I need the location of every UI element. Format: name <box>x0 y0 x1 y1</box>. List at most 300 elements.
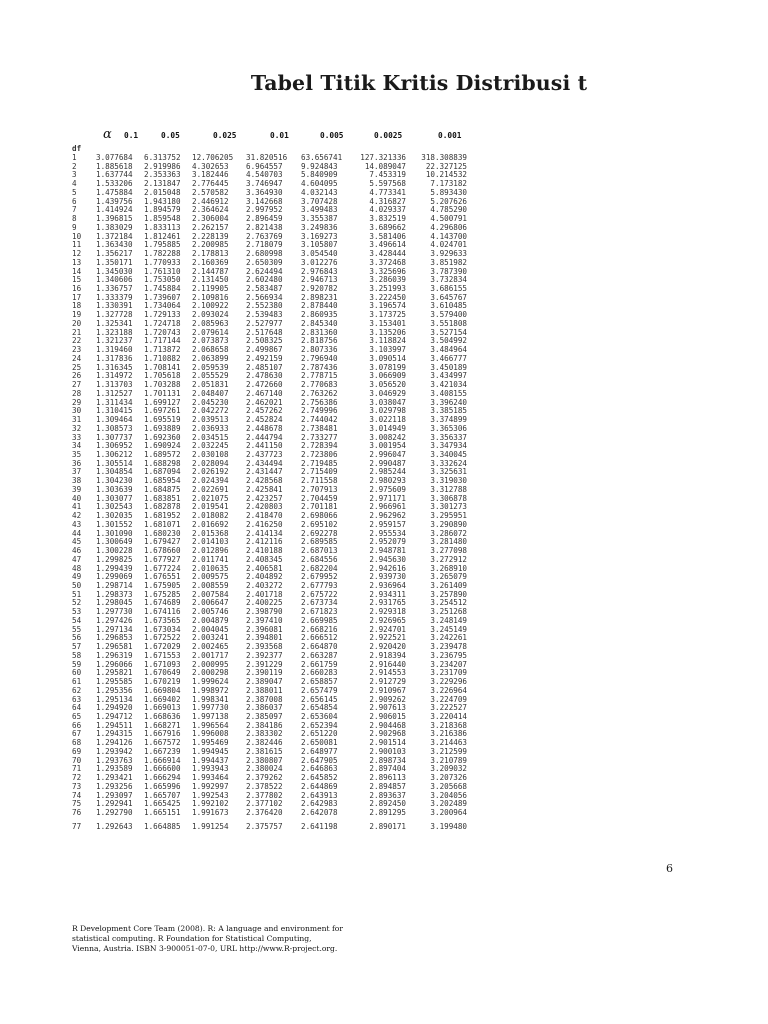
critical-value-cell: 2.385097 <box>246 712 283 721</box>
critical-value-cell: 2.919986 <box>144 161 181 171</box>
critical-value-cell: 1.689572 <box>144 449 181 459</box>
critical-value-cell: 1.325341 <box>96 318 133 328</box>
critical-value-cell: 2.412116 <box>246 537 283 547</box>
critical-value-cell: 1.296319 <box>96 650 133 660</box>
critical-value-cell: 2.478630 <box>246 371 283 381</box>
critical-value-cell: 1.298045 <box>96 598 133 608</box>
critical-value-cell: 1.745884 <box>144 284 181 294</box>
critical-value-cell: 1.475884 <box>96 187 133 197</box>
critical-value-cell: 2.931765 <box>369 598 406 608</box>
critical-value-cell: 3.224709 <box>430 694 467 704</box>
critical-value-cell: 2.379262 <box>246 773 283 783</box>
critical-value-cell: 2.425841 <box>246 484 283 494</box>
critical-value-cell: 1.673565 <box>144 615 181 625</box>
critical-value-cell: 1.345030 <box>96 266 133 276</box>
critical-value-cell: 1.323188 <box>96 327 133 337</box>
critical-value-cell: 3.295951 <box>430 511 467 521</box>
critical-value-cell: 2.397410 <box>246 615 283 625</box>
critical-value-cell: 2.756386 <box>301 397 338 407</box>
df-cell: 30 <box>72 406 82 416</box>
critical-value-cell: 6.964557 <box>246 161 283 171</box>
critical-value-cell: 1.677224 <box>144 563 181 573</box>
critical-value-cell: 1.301090 <box>96 528 133 538</box>
critical-value-cell: 2.711558 <box>301 476 338 486</box>
critical-value-cell: 2.900103 <box>369 746 406 756</box>
critical-value-cell: 2.063899 <box>192 353 229 363</box>
critical-value-cell: 3.254512 <box>430 598 467 608</box>
critical-value-cell: 1.316345 <box>96 362 133 372</box>
critical-value-cell: 2.653604 <box>301 712 338 721</box>
critical-value-cell: 1.296066 <box>96 659 133 669</box>
critical-value-cell: 2.975609 <box>369 484 406 494</box>
critical-value-cell: 2.003241 <box>192 633 229 643</box>
df-cell: 16 <box>72 284 82 294</box>
df-cell: 63 <box>72 694 82 704</box>
critical-value-cell: 1.720743 <box>144 327 181 337</box>
critical-value-cell: 7.453319 <box>369 170 406 180</box>
critical-value-cell: 1.667916 <box>144 729 181 739</box>
critical-value-cell: 4.785290 <box>430 205 467 215</box>
df-cell: 3 <box>72 170 77 180</box>
critical-value-cell: 1.996564 <box>192 720 229 730</box>
critical-value-cell: 1.674116 <box>144 607 181 617</box>
critical-value-cell: 1.292643 <box>96 821 133 831</box>
critical-value-cell: 1.995469 <box>192 738 229 748</box>
critical-value-cell: 3.207326 <box>430 773 467 783</box>
critical-value-cell: 2.821438 <box>246 222 283 232</box>
critical-value-cell: 1.310415 <box>96 406 133 416</box>
critical-value-cell: 22.327125 <box>425 161 467 171</box>
critical-value-cell: 2.644869 <box>301 781 338 791</box>
critical-value-cell: 1.297426 <box>96 615 133 625</box>
critical-value-cell: 2.178813 <box>192 249 229 259</box>
critical-value-cell: 3.218368 <box>430 720 467 730</box>
critical-value-cell: 5.840909 <box>301 170 338 180</box>
critical-value-cell: 1.681071 <box>144 519 181 529</box>
critical-value-cell: 2.778715 <box>301 371 338 381</box>
critical-value-cell: 2.404892 <box>246 572 283 582</box>
critical-value-cell: 127.321336 <box>360 153 406 162</box>
critical-value-cell: 2.079614 <box>192 327 229 337</box>
critical-value-cell: 1.299825 <box>96 554 133 564</box>
critical-value-cell: 1.294126 <box>96 738 133 748</box>
critical-value-cell: 1.703288 <box>144 380 181 390</box>
df-cell: 48 <box>72 563 82 573</box>
critical-value-cell: 1.296853 <box>96 633 133 643</box>
critical-value-cell: 1.729133 <box>144 310 181 320</box>
critical-value-cell: 4.029337 <box>369 205 406 215</box>
critical-value-cell: 2.042272 <box>192 406 229 416</box>
critical-value-cell: 2.400225 <box>246 598 283 608</box>
critical-value-cell: 1.307737 <box>96 432 133 442</box>
critical-value-cell: 1.299069 <box>96 572 133 582</box>
df-cell: 57 <box>72 642 82 652</box>
critical-value-cell: 2.733277 <box>301 432 338 442</box>
critical-value-cell: 2.388011 <box>246 685 283 695</box>
critical-value-cell: 3.421034 <box>430 380 467 390</box>
critical-value-cell: 3.245149 <box>430 624 467 634</box>
critical-value-cell: 2.472660 <box>246 380 283 390</box>
df-cell: 66 <box>72 720 82 730</box>
critical-value-cell: 2.552380 <box>246 301 283 311</box>
critical-value-cell: 1.701131 <box>144 388 181 398</box>
critical-value-cell: 1.681952 <box>144 511 181 521</box>
critical-value-cell: 2.019541 <box>192 502 229 512</box>
df-cell: 65 <box>72 712 82 721</box>
critical-value-cell: 1.670219 <box>144 677 181 687</box>
df-cell: 44 <box>72 528 82 538</box>
critical-value-cell: 2.624494 <box>246 266 283 276</box>
critical-value-cell: 2.664870 <box>301 642 338 652</box>
critical-value-cell: 3.645767 <box>430 292 467 302</box>
critical-value-cell: 2.661759 <box>301 659 338 669</box>
critical-value-cell: 3.229296 <box>430 677 467 687</box>
critical-value-cell: 31.820516 <box>246 153 288 162</box>
critical-value-cell: 2.980293 <box>369 476 406 486</box>
critical-value-cell: 2.109816 <box>192 292 229 302</box>
critical-value-cell: 2.418470 <box>246 511 283 521</box>
df-label: df <box>72 144 82 153</box>
critical-value-cell: 2.695102 <box>301 519 338 529</box>
df-cell: 22 <box>72 336 82 346</box>
critical-value-cell: 2.001717 <box>192 650 229 660</box>
critical-value-cell: 2.763769 <box>246 231 283 241</box>
critical-value-cell: 1.664885 <box>144 821 181 831</box>
critical-value-cell: 2.376420 <box>246 808 283 818</box>
critical-value-cell: 2.738481 <box>301 423 338 433</box>
critical-value-cell: 3.385185 <box>430 406 467 416</box>
critical-value-cell: 2.508325 <box>246 336 283 346</box>
critical-value-cell: 2.718079 <box>246 240 283 250</box>
df-cell: 67 <box>72 729 82 739</box>
critical-value-cell: 2.416250 <box>246 519 283 529</box>
df-cell: 56 <box>72 633 82 643</box>
critical-value-cell: 1.295585 <box>96 677 133 687</box>
critical-value-cell: 2.004045 <box>192 624 229 634</box>
critical-value-cell: 3.001954 <box>369 441 406 451</box>
critical-value-cell: 2.015368 <box>192 528 229 538</box>
df-cell: 23 <box>72 345 82 355</box>
critical-value-cell: 3.239478 <box>430 642 467 652</box>
df-cell: 24 <box>72 353 82 363</box>
critical-value-cell: 1.314972 <box>96 371 133 381</box>
critical-value-cell: 2.024394 <box>192 476 229 486</box>
critical-value-cell: 4.500791 <box>430 214 467 224</box>
df-cell: 59 <box>72 659 82 669</box>
critical-value-cell: 1.761310 <box>144 266 181 276</box>
critical-value-cell: 1.292790 <box>96 808 133 818</box>
critical-value-cell: 3.220414 <box>430 712 467 721</box>
critical-value-cell: 3.135206 <box>369 327 406 337</box>
critical-value-cell: 2.059539 <box>192 362 229 372</box>
critical-value-cell: 1.319460 <box>96 345 133 355</box>
critical-value-cell: 3.261409 <box>430 580 467 590</box>
critical-value-cell: 2.939730 <box>369 572 406 582</box>
critical-value-cell: 2.966961 <box>369 502 406 512</box>
critical-value-cell: 1.672522 <box>144 633 181 643</box>
critical-value-cell: 1.372184 <box>96 231 133 241</box>
critical-value-cell: 2.387008 <box>246 694 283 704</box>
critical-value-cell: 2.912729 <box>369 677 406 687</box>
critical-value-cell: 2.403272 <box>246 580 283 590</box>
critical-value-cell: 3.581406 <box>369 231 406 241</box>
critical-value-cell: 1.327728 <box>96 310 133 320</box>
critical-value-cell: 2.570582 <box>192 187 229 197</box>
critical-value-cell: 2.914553 <box>369 668 406 678</box>
critical-value-cell: 2.386037 <box>246 703 283 713</box>
critical-value-cell: 1.317836 <box>96 353 133 363</box>
df-cell: 27 <box>72 380 82 390</box>
critical-value-cell: 2.807336 <box>301 345 338 355</box>
critical-value-cell: 2.018082 <box>192 511 229 521</box>
critical-value-cell: 4.773341 <box>369 187 406 197</box>
critical-value-cell: 2.936964 <box>369 580 406 590</box>
critical-value-cell: 2.002465 <box>192 642 229 652</box>
df-cell: 33 <box>72 432 82 442</box>
critical-value-cell: 2.398790 <box>246 607 283 617</box>
critical-value-cell: 2.948781 <box>369 546 406 556</box>
critical-value-cell: 2.391229 <box>246 659 283 669</box>
critical-value-cell: 2.650081 <box>301 738 338 748</box>
critical-value-cell: 1.671553 <box>144 650 181 660</box>
critical-value-cell: 2.377102 <box>246 799 283 809</box>
critical-value-cell: 2.878440 <box>301 301 338 311</box>
critical-value-cell: 2.860935 <box>301 310 338 320</box>
critical-value-cell: 2.602480 <box>246 275 283 285</box>
critical-value-cell: 2.650309 <box>246 257 283 267</box>
critical-value-cell: 2.904468 <box>369 720 406 730</box>
critical-value-cell: 2.423257 <box>246 493 283 503</box>
df-cell: 18 <box>72 301 82 311</box>
critical-value-cell: 1.697261 <box>144 406 181 416</box>
critical-value-cell: 1.666600 <box>144 764 181 774</box>
df-cell: 26 <box>72 371 82 381</box>
critical-value-cell: 2.728394 <box>301 441 338 451</box>
critical-value-cell: 2.032245 <box>192 441 229 451</box>
critical-value-cell: 1.994945 <box>192 746 229 756</box>
critical-value-cell: 3.290890 <box>430 519 467 529</box>
critical-value-cell: 2.660283 <box>301 668 338 678</box>
critical-value-cell: 1.297730 <box>96 607 133 617</box>
critical-value-cell: 3.236795 <box>430 650 467 660</box>
critical-value-cell: 1.304854 <box>96 467 133 477</box>
critical-value-cell: 3.204056 <box>430 790 467 800</box>
critical-value-cell: 2.380807 <box>246 755 283 765</box>
critical-value-cell: 3.056520 <box>369 380 406 390</box>
critical-value-cell: 2.034515 <box>192 432 229 442</box>
alpha-header-cell: 0.05 <box>161 131 180 140</box>
df-cell: 7 <box>72 205 77 215</box>
critical-value-cell: 1.306212 <box>96 449 133 459</box>
critical-value-cell: 2.985244 <box>369 467 406 477</box>
df-cell: 43 <box>72 519 82 529</box>
critical-value-cell: 3.499483 <box>301 205 338 215</box>
df-cell: 74 <box>72 790 82 800</box>
critical-value-cell: 1.300649 <box>96 537 133 547</box>
critical-value-cell: 1.992997 <box>192 781 229 791</box>
critical-value-cell: 2.648977 <box>301 746 338 756</box>
page-number: 6 <box>666 862 673 875</box>
critical-value-cell: 1.298373 <box>96 589 133 599</box>
critical-value-cell: 4.296806 <box>430 222 467 232</box>
df-cell: 32 <box>72 423 82 433</box>
df-cell: 75 <box>72 799 82 809</box>
critical-value-cell: 1.993464 <box>192 773 229 783</box>
critical-value-cell: 1.812461 <box>144 231 181 241</box>
critical-value-cell: 1.666294 <box>144 773 181 783</box>
critical-value-cell: 2.642078 <box>301 808 338 818</box>
critical-value-cell: 1.292941 <box>96 799 133 809</box>
critical-value-cell: 2.687013 <box>301 546 338 556</box>
critical-value-cell: 2.401718 <box>246 589 283 599</box>
critical-value-cell: 1.301552 <box>96 519 133 529</box>
critical-value-cell: 2.942616 <box>369 563 406 573</box>
critical-value-cell: 3.286072 <box>430 528 467 538</box>
critical-value-cell: 2.414134 <box>246 528 283 538</box>
critical-value-cell: 2.920420 <box>369 642 406 652</box>
critical-value-cell: 1.300228 <box>96 546 133 556</box>
critical-value-cell: 2.787436 <box>301 362 338 372</box>
critical-value-cell: 2.920782 <box>301 284 338 294</box>
critical-value-cell: 2.894857 <box>369 781 406 791</box>
critical-value-cell: 3.325696 <box>369 266 406 276</box>
critical-value-cell: 1.668271 <box>144 720 181 730</box>
critical-value-cell: 1.321237 <box>96 336 133 346</box>
critical-value-cell: 1.833113 <box>144 222 181 232</box>
df-cell: 50 <box>72 580 82 590</box>
critical-value-cell: 1.396815 <box>96 214 133 224</box>
critical-value-cell: 2.000298 <box>192 668 229 678</box>
critical-value-cell: 3.214463 <box>430 738 467 748</box>
critical-value-cell: 2.646863 <box>301 764 338 774</box>
critical-value-cell: 3.226964 <box>430 685 467 695</box>
df-cell: 76 <box>72 808 82 818</box>
critical-value-cell: 1.439756 <box>96 196 133 206</box>
critical-value-cell: 3.579400 <box>430 310 467 320</box>
df-cell: 15 <box>72 275 82 285</box>
critical-value-cell: 1.330391 <box>96 301 133 311</box>
critical-value-cell: 1.293097 <box>96 790 133 800</box>
critical-value-cell: 3.090514 <box>369 353 406 363</box>
critical-value-cell: 2.922521 <box>369 633 406 643</box>
critical-value-cell: 3.205668 <box>430 781 467 791</box>
critical-value-cell: 2.945630 <box>369 554 406 564</box>
critical-value-cell: 4.032143 <box>301 187 338 197</box>
critical-value-cell: 2.485107 <box>246 362 283 372</box>
critical-value-cell: 2.410188 <box>246 546 283 556</box>
df-cell: 42 <box>72 511 82 521</box>
citation <box>72 924 372 954</box>
critical-value-cell: 2.707913 <box>301 484 338 494</box>
alpha-header-cell: 0.0025 <box>374 131 403 140</box>
critical-value-cell: 2.000995 <box>192 659 229 669</box>
df-cell: 46 <box>72 546 82 556</box>
critical-value-cell: 2.383302 <box>246 729 283 739</box>
critical-value-cell: 1.295356 <box>96 685 133 695</box>
df-cell: 10 <box>72 231 82 241</box>
df-cell: 39 <box>72 484 82 494</box>
critical-value-cell: 3.029798 <box>369 406 406 416</box>
critical-value-cell: 2.228139 <box>192 231 229 241</box>
critical-value-cell: 2.008559 <box>192 580 229 590</box>
alpha-header-row <box>72 127 462 142</box>
critical-value-cell: 3.372468 <box>369 257 406 267</box>
critical-value-cell: 3.832519 <box>369 214 406 224</box>
critical-value-cell: 1.637744 <box>96 170 133 180</box>
critical-value-cell: 2.719485 <box>301 458 338 468</box>
critical-value-cell: 2.952079 <box>369 537 406 547</box>
df-cell: 60 <box>72 668 82 678</box>
critical-value-cell: 3.103997 <box>369 345 406 355</box>
critical-value-cell: 1.688298 <box>144 458 181 468</box>
critical-value-cell: 2.656145 <box>301 694 338 704</box>
critical-value-cell: 1.734064 <box>144 301 181 311</box>
critical-value-cell: 1.943180 <box>144 196 181 206</box>
critical-value-cell: 7.173182 <box>430 179 467 189</box>
critical-value-cell: 1.303077 <box>96 493 133 503</box>
critical-value-cell: 3.355387 <box>301 214 338 224</box>
critical-value-cell: 2.916440 <box>369 659 406 669</box>
page-title: Tabel Titik Kritis Distribusi t <box>250 71 588 95</box>
critical-value-cell: 1.991673 <box>192 808 229 818</box>
df-cell: 77 <box>72 821 82 831</box>
critical-value-cell: 1.795885 <box>144 240 181 250</box>
critical-value-cell: 2.377802 <box>246 790 283 800</box>
critical-value-cell: 2.723806 <box>301 449 338 459</box>
critical-value-cell: 3.325631 <box>430 467 467 477</box>
critical-value-cell: 2.652394 <box>301 720 338 730</box>
df-cell: 11 <box>72 240 82 250</box>
critical-value-cell: 2.654854 <box>301 703 338 713</box>
table-row <box>72 821 467 832</box>
critical-value-cell: 1.669013 <box>144 703 181 713</box>
df-cell: 71 <box>72 764 82 774</box>
critical-value-cell: 1.997730 <box>192 703 229 713</box>
critical-value-cell: 2.093024 <box>192 310 229 320</box>
critical-value-cell: 3.199480 <box>430 821 467 831</box>
critical-value-cell: 1.692360 <box>144 432 181 442</box>
critical-value-cell: 2.262157 <box>192 222 229 232</box>
critical-value-cell: 1.997138 <box>192 712 229 721</box>
critical-value-cell: 2.976843 <box>301 266 338 276</box>
critical-value-cell: 2.684556 <box>301 554 338 564</box>
critical-value-cell: 3.210789 <box>430 755 467 765</box>
critical-value-cell: 2.006647 <box>192 598 229 608</box>
critical-value-cell: 2.643913 <box>301 790 338 800</box>
critical-value-cell: 2.959157 <box>369 519 406 529</box>
critical-value-cell: 3.209032 <box>430 764 467 774</box>
critical-value-cell: 1.687094 <box>144 467 181 477</box>
critical-value-cell: 2.045230 <box>192 397 229 407</box>
critical-value-cell: 2.770683 <box>301 380 338 390</box>
critical-value-cell: 1.356217 <box>96 249 133 259</box>
critical-value-cell: 2.200985 <box>192 240 229 250</box>
critical-value-cell: 2.679952 <box>301 572 338 582</box>
critical-value-cell: 1.676551 <box>144 572 181 582</box>
critical-value-cell: 4.604095 <box>301 179 338 189</box>
critical-value-cell: 3.008242 <box>369 432 406 442</box>
critical-value-cell: 2.918394 <box>369 650 406 660</box>
critical-value-cell: 3.312788 <box>430 484 467 494</box>
critical-value-cell: 2.901514 <box>369 738 406 748</box>
critical-value-cell: 2.893637 <box>369 790 406 800</box>
critical-value-cell: 3.248149 <box>430 615 467 625</box>
critical-value-cell: 1.996008 <box>192 729 229 739</box>
critical-value-cell: 2.704459 <box>301 493 338 503</box>
critical-value-cell: 1.690924 <box>144 441 181 451</box>
critical-value-cell: 1.894579 <box>144 205 181 215</box>
critical-value-cell: 1.859548 <box>144 214 181 224</box>
